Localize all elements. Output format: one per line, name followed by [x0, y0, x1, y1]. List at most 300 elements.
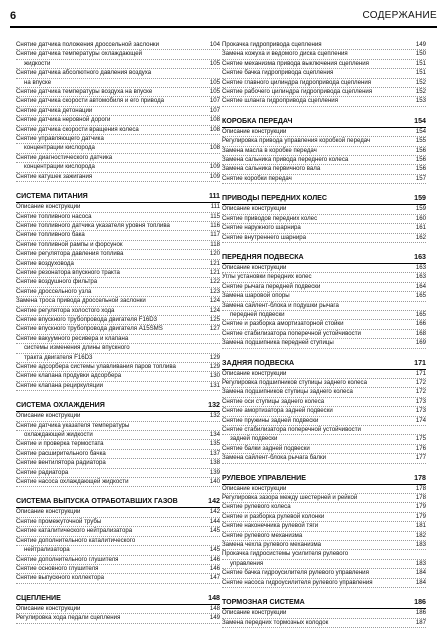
- entry-title: Снятие регулятора холостого хода: [16, 306, 115, 314]
- toc-section: [16, 593, 220, 624]
- toc-entry: [222, 407, 426, 416]
- toc-entry: [16, 250, 220, 259]
- toc-entry: [16, 508, 220, 517]
- toc-entry: [16, 213, 220, 222]
- entry-page: 146: [209, 555, 220, 563]
- entry-page: 154: [415, 127, 426, 135]
- toc-entry: [222, 224, 426, 233]
- entry-page: 142: [209, 508, 220, 516]
- entry-title: Снятие адсорбера системы улавливания паров топлива: [16, 363, 176, 370]
- entry-title: Снятие и разборка рулевой колонки: [222, 512, 325, 520]
- toc-entry: [16, 354, 220, 363]
- entry-title: Снятие стабилизатора поперечной устойчивости: [222, 426, 361, 433]
- entry-title: Снятие впускного трубопровода двигателя A15SMS: [16, 325, 163, 333]
- entry-title: Снятие насоса гидроусилителя рулевого управления: [222, 578, 373, 586]
- entry-page: 161: [415, 224, 426, 232]
- entry-title: Описание конструкции: [16, 412, 81, 420]
- entry-page: 155: [415, 137, 426, 145]
- toc-entry: [222, 550, 426, 559]
- section-title: ЗАДНЯЯ ПОДВЕСКА: [222, 358, 295, 367]
- entry-title: охлаждающей жидкости: [24, 431, 93, 439]
- entry-page: 125: [209, 315, 220, 323]
- toc-entry: [16, 372, 220, 381]
- section-title: ТОРМОЗНАЯ СИСТЕМА: [222, 598, 305, 607]
- entry-title: Снятие датчика скорости автомобиля и его привода: [16, 97, 165, 105]
- entry-title: Снятие рабочего цилиндра гидропривода сцепления: [222, 88, 373, 96]
- entry-title: Описание конструкции: [222, 205, 287, 213]
- toc-entry: [16, 50, 220, 59]
- toc-section: [222, 252, 426, 349]
- entry-page: 162: [415, 233, 426, 241]
- entry-title: Снятие рулевого механизма: [222, 531, 303, 539]
- entry-title: Снятие промежуточной трубы: [16, 517, 102, 525]
- entry-page: 172: [415, 388, 426, 396]
- entry-title: Снятие бачка гидропривода сцепления: [222, 69, 334, 77]
- toc-entry: [16, 440, 220, 449]
- entry-title: Регулировка подшипников ступицы заднего колеса: [222, 378, 367, 386]
- entry-page: 105: [209, 78, 220, 86]
- entry-title: Снятие пружины задней подвески: [222, 416, 319, 424]
- section-title: РУЛЕВОЕ УПРАВЛЕНИЕ: [222, 473, 307, 482]
- entry-page: 140: [209, 478, 220, 486]
- entry-title: Снятие наружного шарнира: [222, 224, 301, 232]
- toc-entry: [222, 579, 426, 588]
- entry-title: Снятие датчика скорости вращения колеса: [16, 125, 139, 133]
- entry-page: 156: [415, 146, 426, 154]
- toc-entry: [16, 335, 220, 344]
- entry-title: Снятие воздуховода: [16, 259, 74, 267]
- section-heading: [16, 400, 220, 412]
- entry-title: Снятие топливного насоса: [16, 212, 92, 220]
- entry-title: Снятие рычага передней подвески: [222, 282, 321, 290]
- toc-entry: [222, 426, 426, 435]
- entry-title: Снятие топливного датчика указателя уровня топлива: [16, 221, 170, 229]
- toc-entry: [222, 388, 426, 397]
- entry-title: Снятие дополнительного глушителя: [16, 555, 119, 563]
- toc-entry: [222, 569, 426, 578]
- entry-title: на впуске: [24, 78, 52, 86]
- entry-title: Снятие топливного бака: [16, 231, 85, 239]
- toc-entry: [222, 283, 426, 292]
- entry-page: 124: [209, 306, 220, 314]
- toc-entry: [222, 175, 426, 184]
- entry-title: концентрации кислорода: [24, 144, 95, 152]
- entry-title: Снятие шланга гидропривода сцепления: [222, 97, 338, 105]
- toc-entry: [16, 135, 220, 144]
- entry-page: 156: [415, 165, 426, 173]
- entry-title: Снятие диагностического датчика: [16, 153, 113, 161]
- entry-title: Снятие датчика температуры воздуха на впуске: [16, 88, 153, 96]
- toc-entry: [222, 485, 426, 494]
- toc-entry: [222, 165, 426, 174]
- toc-entry: [222, 88, 426, 97]
- section-heading: [222, 597, 426, 609]
- section-heading: [222, 116, 426, 128]
- section-page: 142: [208, 497, 220, 506]
- section-page: 148: [208, 593, 220, 602]
- toc-section: [16, 496, 220, 583]
- toc-entry: [222, 311, 426, 320]
- toc-entry: [222, 320, 426, 329]
- entry-title: передней подвески: [230, 310, 285, 318]
- section-title: СИСТЕМА ОХЛАЖДЕНИЯ: [16, 401, 105, 410]
- toc-entry: [16, 173, 220, 182]
- entry-title: системы изменения длины впускного: [24, 344, 130, 352]
- entry-page: 174: [415, 416, 426, 424]
- entry-page: 117: [210, 231, 220, 239]
- entry-title: Снятие и разборка амортизаторной стойки: [222, 320, 344, 328]
- entry-page: 186: [415, 609, 426, 617]
- entry-page: 104: [209, 41, 220, 48]
- entry-page: 177: [415, 454, 426, 462]
- entry-page: 164: [415, 282, 426, 290]
- toc-entry: [222, 215, 426, 224]
- toc-section: [222, 597, 426, 628]
- toc-entry: [16, 614, 220, 623]
- entry-title: нейтрализатора: [24, 546, 70, 554]
- entry-title: Снятие катушек зажигания: [16, 172, 93, 180]
- entry-page: 131: [209, 381, 220, 389]
- toc-entry: [222, 522, 426, 531]
- toc-entry: [16, 459, 220, 468]
- toc-entry: [222, 50, 426, 59]
- entry-page: 123: [209, 287, 220, 295]
- entry-page: 122: [209, 278, 220, 286]
- entry-page: 172: [415, 378, 426, 386]
- entry-title: Снятие оси ступицы заднего колеса: [222, 397, 325, 405]
- toc-entry: [222, 560, 426, 569]
- toc-entry: [16, 546, 220, 555]
- toc-entry: [222, 379, 426, 388]
- entry-page: 175: [415, 435, 426, 443]
- toc-entry: [16, 241, 220, 250]
- entry-title: Замена троса привода дроссельной заслонки: [16, 297, 146, 305]
- entry-page: 115: [210, 212, 220, 220]
- entry-title: Снятие дополнительного каталитического: [16, 536, 136, 544]
- toc-entry: [16, 297, 220, 306]
- entry-page: 134: [209, 431, 220, 439]
- section-page: 186: [414, 598, 426, 607]
- entry-page: 179: [415, 512, 426, 520]
- entry-title: Снятие резонатора впускного тракта: [16, 268, 120, 276]
- entry-title: концентрации кислорода: [24, 163, 95, 171]
- entry-title: управления: [230, 559, 264, 567]
- entry-page: 137: [209, 449, 220, 457]
- entry-page: 178: [415, 494, 426, 502]
- entry-page: 169: [415, 339, 426, 347]
- entry-title: Описание конструкции: [16, 604, 81, 612]
- toc-entry: [16, 126, 220, 135]
- toc-entry: [222, 292, 426, 301]
- entry-title: тракта двигателя F16D3: [24, 353, 93, 361]
- toc-entry: [16, 260, 220, 269]
- section-heading: [222, 193, 426, 205]
- toc-entry: [222, 454, 426, 463]
- entry-page: 135: [209, 440, 220, 448]
- toc-entry: [16, 344, 220, 353]
- entry-page: 124: [209, 297, 220, 305]
- entry-title: Описание конструкции: [16, 508, 81, 516]
- entry-title: Снятие амортизатора задней подвески: [222, 407, 333, 415]
- section-heading: [16, 191, 220, 203]
- entry-page: 160: [415, 214, 426, 222]
- entry-page: 184: [415, 569, 426, 577]
- entry-title: Снятие датчика детонации: [16, 106, 93, 114]
- entry-title: Замена кожуха и ведомого диска сцепления: [222, 50, 348, 58]
- page-header: [10, 10, 437, 26]
- toc-entry: [222, 147, 426, 156]
- entry-page: 163: [415, 273, 426, 281]
- toc-entry: [16, 316, 220, 325]
- toc-entry: [16, 278, 220, 287]
- toc-entry: [222, 370, 426, 379]
- toc-entry: [16, 307, 220, 316]
- toc-entry: [222, 532, 426, 541]
- entry-page: 105: [209, 88, 220, 96]
- section-heading: [222, 473, 426, 485]
- toc-entry: [222, 609, 426, 618]
- toc-entry: [16, 450, 220, 459]
- toc-entry: [16, 88, 220, 97]
- toc-entry: [222, 41, 426, 50]
- section-heading: [222, 252, 426, 264]
- entry-page: 166: [415, 320, 426, 328]
- entry-title: Снятие датчика температуры охлаждающей: [16, 50, 142, 58]
- toc-section: [16, 41, 220, 182]
- entry-page: 183: [415, 541, 426, 549]
- entry-page: 121: [209, 268, 220, 276]
- toc-entry: [222, 156, 426, 165]
- entry-title: Снятие главного цилиндра гидропривода сцепления: [222, 78, 372, 86]
- entry-page: 130: [209, 372, 220, 380]
- section-page: 178: [414, 473, 426, 482]
- entry-page: 187: [415, 618, 426, 626]
- toc-section: [16, 400, 220, 487]
- section-heading: [16, 593, 220, 605]
- toc-entry: [16, 574, 220, 583]
- entry-title: Снятие внутреннего шарнира: [222, 233, 307, 241]
- toc-entry: [16, 60, 220, 69]
- section-title: СИСТЕМА ВЫПУСКА ОТРАБОТАВШИХ ГАЗОВ: [16, 497, 178, 506]
- entry-page: 139: [209, 468, 220, 476]
- entry-title: Замена масла в коробке передач: [222, 146, 317, 154]
- entry-title: Замена чехла рулевого механизма: [222, 541, 322, 549]
- toc-entry: [222, 435, 426, 444]
- toc-entry: [222, 513, 426, 522]
- entry-title: Снятие воздушного фильтра: [16, 278, 98, 286]
- entry-title: Описание конструкции: [222, 263, 287, 271]
- toc-section: [222, 358, 426, 464]
- entry-title: Снятие балки задней подвески: [222, 444, 310, 452]
- toc-entry: [222, 60, 426, 69]
- toc-entry: [16, 231, 220, 240]
- entry-page: 147: [209, 574, 220, 582]
- toc-entry: [16, 154, 220, 163]
- toc-entry: [222, 619, 426, 628]
- toc-entry: [222, 398, 426, 407]
- entry-title: Снятие расширительного бачка: [16, 449, 106, 457]
- entry-title: Замена передних тормозных колодок: [222, 618, 329, 626]
- section-title: СИСТЕМА ПИТАНИЯ: [16, 192, 88, 201]
- toc-entry: [222, 541, 426, 550]
- entry-page: 129: [209, 353, 220, 361]
- entry-title: Снятие датчика положения дроссельной заслонки: [16, 41, 160, 48]
- entry-page: 182: [415, 531, 426, 539]
- toc-entry: [16, 107, 220, 116]
- entry-page: 149: [209, 614, 220, 622]
- entry-page: 111: [210, 203, 220, 211]
- entry-title: Снятие вакуумного ресивера и клапана: [16, 334, 129, 342]
- entry-page: 107: [209, 106, 220, 114]
- toc-entry: [16, 325, 220, 334]
- toc-entry: [16, 556, 220, 565]
- entry-title: Снятие стабилизатора поперечной устойчивости: [222, 329, 361, 337]
- entry-page: 168: [415, 329, 426, 337]
- entry-title: Описание конструкции: [222, 609, 287, 617]
- toc-entry: [222, 445, 426, 454]
- entry-title: Снятие каталитического нейтрализатора: [16, 527, 133, 535]
- entry-page: 173: [415, 397, 426, 405]
- entry-title: Снятие радиатора: [16, 468, 69, 476]
- entry-page: 173: [415, 407, 426, 415]
- entry-title: Снятие выпускного коллектора: [16, 574, 104, 582]
- toc-entry: [16, 222, 220, 231]
- entry-page: 157: [415, 174, 426, 182]
- section-page: 163: [414, 252, 426, 261]
- entry-title: задней подвески: [230, 435, 278, 443]
- entry-page: 107: [209, 97, 220, 105]
- entry-page: 179: [415, 503, 426, 511]
- toc-entry: [16, 116, 220, 125]
- section-page: 132: [208, 401, 220, 410]
- entry-page: 165: [415, 310, 426, 318]
- entry-title: жидкости: [24, 59, 51, 67]
- entry-title: Описание конструкции: [222, 127, 287, 135]
- entry-title: Замена сальника первичного вала: [222, 165, 321, 173]
- entry-title: Снятие наконечника рулевой тяги: [222, 522, 319, 530]
- entry-page: 145: [209, 527, 220, 535]
- entry-page: 108: [209, 116, 220, 124]
- entry-title: Замена сальника привода переднего колеса: [222, 156, 349, 164]
- toc-entry: [222, 302, 426, 311]
- toc-entry: [222, 79, 426, 88]
- entry-page: 144: [209, 517, 220, 525]
- toc-entry: [16, 478, 220, 487]
- entry-page: 108: [209, 144, 220, 152]
- entry-page: 148: [209, 604, 220, 612]
- entry-title: Снятие датчика указателя температуры: [16, 421, 130, 429]
- entry-page: 181: [415, 522, 426, 530]
- section-title: ПЕРЕДНЯЯ ПОДВЕСКА: [222, 252, 304, 261]
- entry-title: Снятие клапана рециркуляции: [16, 381, 104, 389]
- toc-entry: [16, 382, 220, 391]
- toc-entry: [16, 79, 220, 88]
- entry-page: 176: [415, 444, 426, 452]
- entry-title: Замена подшипников ступицы заднего колеса: [222, 388, 353, 396]
- toc-entry: [16, 144, 220, 153]
- toc-entry: [222, 273, 426, 282]
- entry-page: 127: [209, 325, 220, 333]
- entry-title: Снятие механизма привода выключения сцепления: [222, 59, 369, 67]
- entry-title: Снятие бачка гидроусилителя рулевого управления: [222, 569, 369, 577]
- header-rule: [10, 26, 437, 28]
- entry-page: 151: [415, 69, 426, 77]
- section-title: СЦЕПЛЕНИЕ: [16, 593, 61, 602]
- entry-title: Замена подшипника передней ступицы: [222, 339, 334, 347]
- entry-page: 184: [415, 578, 426, 586]
- toc-entry: [16, 469, 220, 478]
- entry-title: Снятие вентилятора радиатора: [16, 459, 106, 467]
- entry-title: Прокачка гидросистемы усилителя рулевого: [222, 550, 349, 558]
- entry-page: 183: [415, 559, 426, 567]
- entry-title: Снятие управляющего датчика: [16, 135, 104, 143]
- entry-page: 120: [209, 250, 220, 258]
- toc-entry: [16, 288, 220, 297]
- entry-page: 116: [210, 221, 220, 229]
- toc-entry: [222, 264, 426, 273]
- entry-page: 165: [415, 292, 426, 300]
- entry-title: Снятие коробки передач: [222, 174, 292, 182]
- toc-entry: [222, 205, 426, 214]
- section-heading: [222, 358, 426, 370]
- toc-entry: [16, 518, 220, 527]
- section-page: 154: [414, 116, 426, 125]
- entry-page: 118: [210, 240, 220, 248]
- toc-entry: [222, 339, 426, 348]
- toc-entry: [222, 330, 426, 339]
- entry-page: 129: [209, 363, 220, 370]
- entry-title: Снятие приводов передних колес: [222, 214, 318, 222]
- toc-entry: [222, 137, 426, 146]
- toc-entry: [16, 363, 220, 372]
- entry-page: 152: [415, 78, 426, 86]
- toc-entry: [222, 503, 426, 512]
- toc-left-column: [16, 41, 220, 633]
- toc-entry: [16, 97, 220, 106]
- entry-title: Углы установки передних колес: [222, 273, 312, 281]
- toc-section: [222, 41, 426, 107]
- toc-entry: [16, 203, 220, 212]
- toc-entry: [16, 605, 220, 614]
- page-number: 6: [10, 10, 17, 22]
- entry-title: Снятие насоса охлаждающей жидкости: [16, 478, 129, 486]
- entry-title: Снятие рулевого колеса: [222, 503, 291, 511]
- entry-title: Замена сайлент-блока рычага балки: [222, 454, 327, 462]
- section-page: 111: [208, 192, 220, 201]
- entry-title: Снятие впускного трубопровода двигателя F16D3: [16, 315, 158, 323]
- toc-entry: [222, 128, 426, 137]
- entry-page: 153: [415, 97, 426, 105]
- page-title: СОДЕРЖАНИЕ: [362, 10, 437, 21]
- entry-page: 150: [415, 50, 426, 58]
- section-title: КОРОБКА ПЕРЕДАЧ: [222, 116, 293, 125]
- entry-page: 156: [415, 156, 426, 164]
- entry-title: Регулировка зазора между шестерней и рейкой: [222, 494, 358, 502]
- toc-entry: [16, 41, 220, 50]
- entry-title: Регулировка хода педали сцепления: [16, 614, 121, 622]
- toc-section: [222, 473, 426, 588]
- section-page: 171: [414, 358, 426, 367]
- entry-page: 105: [209, 59, 220, 67]
- toc-entry: [16, 412, 220, 421]
- entry-title: Описание конструкции: [222, 484, 287, 492]
- entry-page: 109: [209, 172, 220, 180]
- entry-title: Замена шаровой опоры: [222, 292, 290, 300]
- entry-page: 163: [415, 263, 426, 271]
- entry-title: Снятие основного глушителя: [16, 564, 99, 572]
- entry-title: Замена сайлент-блока и подушки рычага: [222, 301, 339, 309]
- entry-page: 171: [415, 369, 426, 377]
